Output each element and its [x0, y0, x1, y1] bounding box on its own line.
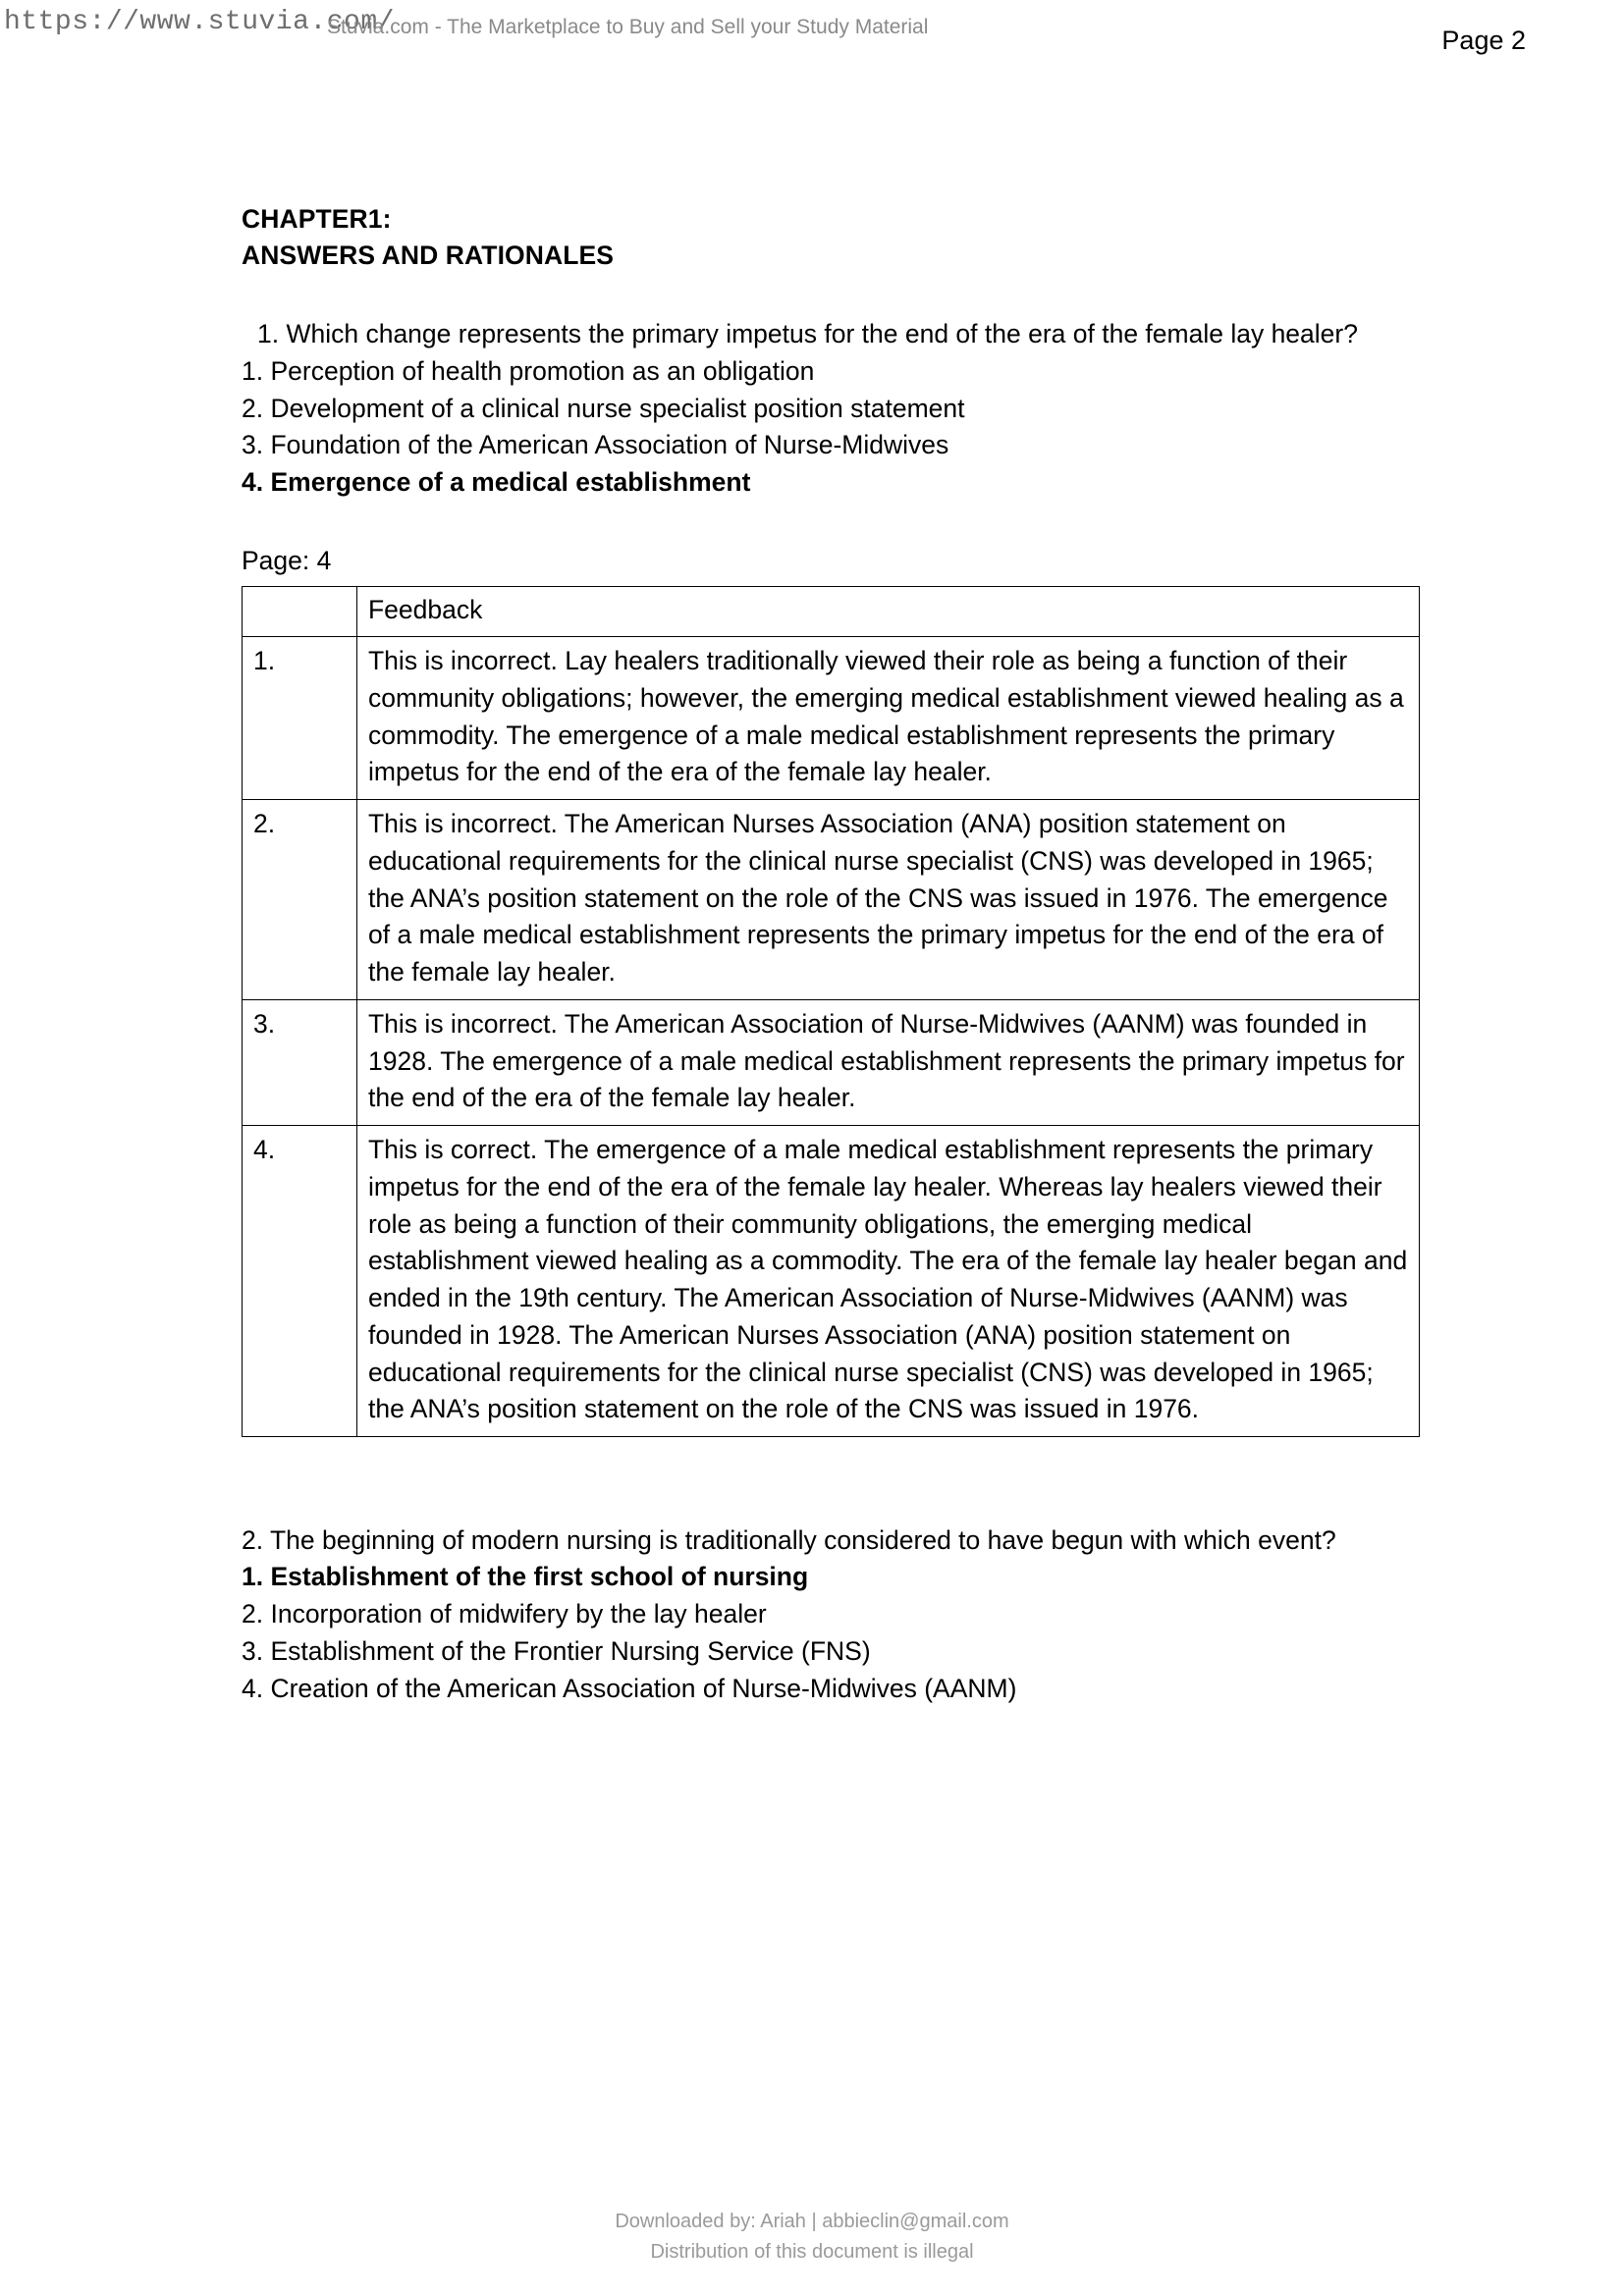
- feedback-row-number: 2.: [243, 800, 357, 1000]
- feedback-row-text: This is incorrect. The American Association of Nurse-Midwives (AANM) was founded in 1928. The emergence of a male medical establishment represents the primary impetus for the end of the era of the female lay healer.: [357, 999, 1420, 1125]
- page-number-label: Page 2: [1441, 26, 1526, 55]
- table-header-row: [243, 587, 1420, 637]
- feedback-row-text: This is incorrect. Lay healers traditionally viewed their role as being a function of their community obligations; however, the emerging medical establishment viewed healing as a commodity. The emergence of a male medical establishment represents the primary impetus for the end of the era of the female lay healer.: [357, 637, 1420, 800]
- feedback-row-text: This is correct. The emergence of a male medical establishment represents the primary impetus for the end of the era of the female lay healer. Whereas lay healers viewed their role as being a function of their community obligations, the emerging medical establishment viewed healing as a commodity. The era of the female lay healer began and ended in the 19th century. The American Association of Nurse-Midwives (AANM) was founded in 1928. The American Nurses Association (ANA) position statement on educational requirements for the clinical nurse specialist (CNS) was developed in 1965; the ANA’s position statement on the role of the CNS was issued in 1976.: [357, 1126, 1420, 1437]
- chapter-title: CHAPTER1:: [242, 204, 392, 234]
- table-row: [243, 999, 1420, 1125]
- question-2-option-2: 2. Incorporation of midwifery by the lay healer: [242, 1599, 767, 1629]
- section-title: ANSWERS AND RATIONALES: [242, 240, 615, 271]
- table-header-number-cell: [243, 587, 357, 637]
- question-2-option-1: 1. Establishment of the first school of nursing: [242, 1562, 809, 1592]
- downloaded-by-notice: Downloaded by: Ariah | abbieclin@gmail.com: [615, 2211, 1009, 2232]
- document-content: [242, 201, 1410, 1708]
- question-1-feedback-table: [242, 586, 1420, 1437]
- stuvia-tagline-watermark: Stuvia.com - The Marketplace to Buy and Sell your Study Material: [327, 16, 929, 38]
- question-1-page-reference: Page: 4: [242, 546, 332, 576]
- table-row: [243, 637, 1420, 800]
- table-header-feedback-cell: Feedback: [357, 587, 1420, 637]
- question-1-option-3: 3. Foundation of the American Association of Nurse-Midwives: [242, 430, 949, 460]
- stuvia-url-watermark: https://www.stuvia.com/: [4, 7, 395, 37]
- feedback-row-text: This is incorrect. The American Nurses Association (ANA) position statement on educational requirements for the clinical nurse specialist (CNS) was developed in 1965; the ANA’s position statement on the role of the CNS was issued in 1976. The emergence of a male medical establishment represents the primary impetus for the end of the era of the female lay healer.: [357, 800, 1420, 1000]
- feedback-row-number: 4.: [243, 1126, 357, 1437]
- question-1-option-4: 4. Emergence of a medical establishment: [242, 467, 751, 498]
- feedback-row-number: 3.: [243, 999, 357, 1125]
- question-2-stem: 2. The beginning of modern nursing is traditionally considered to have begun with which event?: [242, 1525, 1336, 1556]
- question-1-option-1: 1. Perception of health promotion as an obligation: [242, 355, 815, 386]
- question-1-stem: 1. Which change represents the primary impetus for the end of the era of the female lay healer?: [257, 319, 1358, 349]
- question-2-option-3: 3. Establishment of the Frontier Nursing Service (FNS): [242, 1636, 871, 1667]
- distribution-notice: Distribution of this document is illegal: [650, 2241, 974, 2263]
- table-row: [243, 1126, 1420, 1437]
- feedback-row-number: 1.: [243, 637, 357, 800]
- table-row: [243, 800, 1420, 1000]
- question-2-option-4: 4. Creation of the American Association of Nurse-Midwives (AANM): [242, 1674, 1017, 1704]
- question-1-option-2: 2. Development of a clinical nurse specialist position statement: [242, 393, 965, 423]
- page-footer: [0, 2207, 1624, 2268]
